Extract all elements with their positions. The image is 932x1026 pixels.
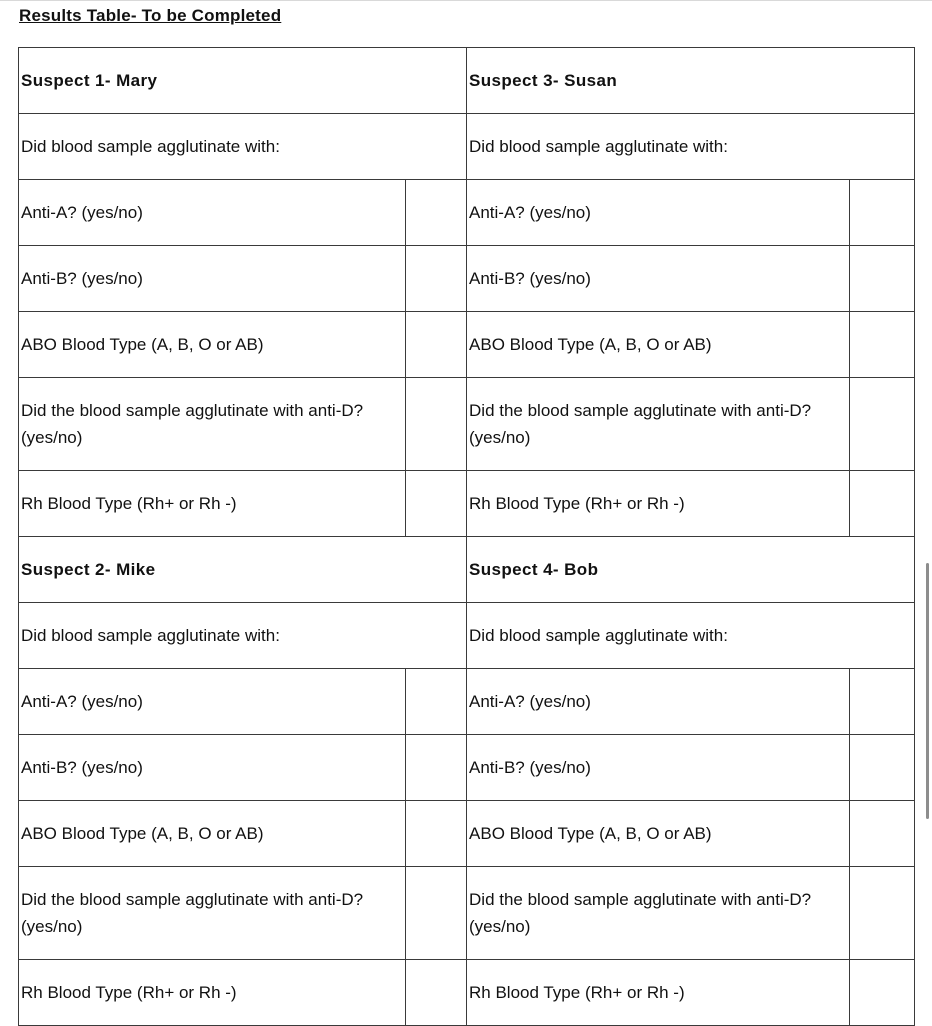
table-row	[19, 801, 915, 867]
table-row	[19, 603, 915, 669]
question-label: Anti-A? (yes/no)	[467, 180, 850, 246]
agglutinate-prompt: Did blood sample agglutinate with:	[467, 114, 915, 180]
table-row	[19, 48, 915, 114]
answer-cell[interactable]	[850, 471, 915, 537]
table-row	[19, 246, 915, 312]
table-row	[19, 471, 915, 537]
answer-cell[interactable]	[850, 246, 915, 312]
question-label: Anti-B? (yes/no)	[467, 735, 850, 801]
answer-cell[interactable]	[850, 960, 915, 1026]
vertical-scrollbar[interactable]	[926, 563, 929, 819]
question-label: Anti-A? (yes/no)	[467, 669, 850, 735]
answer-cell[interactable]	[406, 378, 467, 471]
table-row	[19, 960, 915, 1026]
question-label: Did the blood sample agglutinate with anti-D? (yes/no)	[467, 867, 850, 960]
question-label: Anti-A? (yes/no)	[19, 180, 406, 246]
question-label: Rh Blood Type (Rh+ or Rh -)	[467, 471, 850, 537]
answer-cell[interactable]	[406, 669, 467, 735]
answer-cell[interactable]	[850, 180, 915, 246]
question-label: Anti-B? (yes/no)	[19, 246, 406, 312]
answer-cell[interactable]	[850, 378, 915, 471]
question-label: Rh Blood Type (Rh+ or Rh -)	[467, 960, 850, 1026]
question-label: ABO Blood Type (A, B, O or AB)	[19, 801, 406, 867]
question-label: Rh Blood Type (Rh+ or Rh -)	[19, 471, 406, 537]
agglutinate-prompt: Did blood sample agglutinate with:	[19, 114, 467, 180]
question-label: Anti-B? (yes/no)	[19, 735, 406, 801]
question-label: Rh Blood Type (Rh+ or Rh -)	[19, 960, 406, 1026]
answer-cell[interactable]	[850, 867, 915, 960]
suspect-heading: Suspect 2- Mike	[19, 537, 467, 603]
table-row	[19, 312, 915, 378]
question-label: ABO Blood Type (A, B, O or AB)	[19, 312, 406, 378]
answer-cell[interactable]	[406, 735, 467, 801]
question-label: Did the blood sample agglutinate with anti-D? (yes/no)	[467, 378, 850, 471]
answer-cell[interactable]	[406, 312, 467, 378]
question-label: Did the blood sample agglutinate with anti-D? (yes/no)	[19, 867, 406, 960]
results-table	[18, 47, 915, 1026]
answer-cell[interactable]	[406, 801, 467, 867]
table-row	[19, 537, 915, 603]
table-row	[19, 378, 915, 471]
table-row	[19, 867, 915, 960]
question-label: ABO Blood Type (A, B, O or AB)	[467, 312, 850, 378]
question-label: Anti-B? (yes/no)	[467, 246, 850, 312]
answer-cell[interactable]	[850, 669, 915, 735]
answer-cell[interactable]	[850, 312, 915, 378]
answer-cell[interactable]	[406, 471, 467, 537]
question-label: Anti-A? (yes/no)	[19, 669, 406, 735]
page-title: Results Table- To be Completed	[19, 6, 282, 25]
question-label: Did the blood sample agglutinate with anti-D? (yes/no)	[19, 378, 406, 471]
answer-cell[interactable]	[406, 246, 467, 312]
table-row	[19, 114, 915, 180]
suspect-heading: Suspect 1- Mary	[19, 48, 467, 114]
suspect-heading: Suspect 4- Bob	[467, 537, 915, 603]
suspect-heading: Suspect 3- Susan	[467, 48, 915, 114]
agglutinate-prompt: Did blood sample agglutinate with:	[19, 603, 467, 669]
answer-cell[interactable]	[406, 180, 467, 246]
table-row	[19, 735, 915, 801]
answer-cell[interactable]	[406, 867, 467, 960]
top-divider	[0, 0, 932, 1]
answer-cell[interactable]	[850, 801, 915, 867]
table-row	[19, 180, 915, 246]
table-row	[19, 669, 915, 735]
question-label: ABO Blood Type (A, B, O or AB)	[467, 801, 850, 867]
agglutinate-prompt: Did blood sample agglutinate with:	[467, 603, 915, 669]
answer-cell[interactable]	[406, 960, 467, 1026]
answer-cell[interactable]	[850, 735, 915, 801]
